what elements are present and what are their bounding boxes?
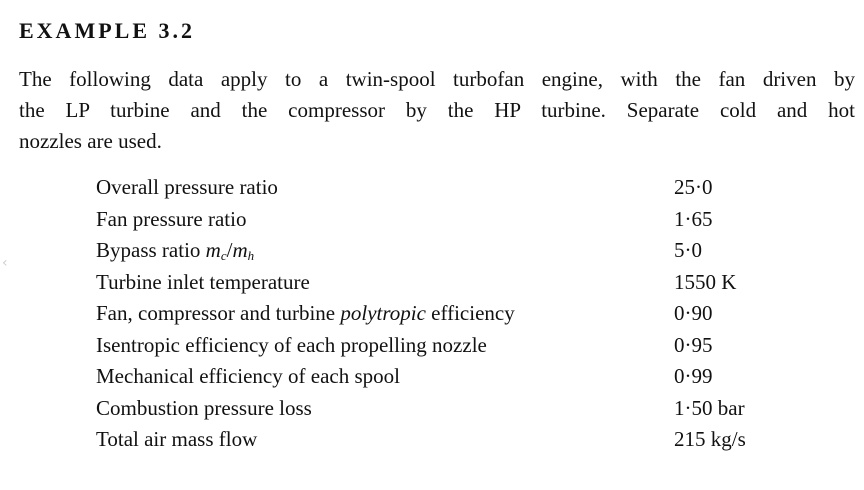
row-label: Fan pressure ratio: [96, 206, 247, 231]
intro-line: the LP turbine and the compressor by the HP turbine. Separate cold and hot: [19, 98, 855, 122]
intro-paragraph: [19, 64, 855, 157]
row-label: Isentropic efficiency of each propelling nozzle: [96, 332, 487, 357]
symbol-m: m: [205, 237, 221, 262]
table-row: [96, 204, 816, 236]
table-row: [96, 361, 816, 393]
table-row: [96, 393, 816, 425]
row-value: 0·95: [674, 332, 713, 357]
symbol-m: m: [232, 237, 248, 262]
row-value: 5·0: [674, 238, 702, 263]
row-label: Mechanical efficiency of each spool: [96, 364, 400, 389]
row-value: 0·90: [674, 301, 713, 326]
table-row: [96, 424, 816, 456]
row-value: 1550 K: [674, 269, 737, 294]
chevron-left-icon: ‹: [2, 255, 8, 271]
intro-line: The following data apply to a twin-spool turbofan engine, with the fan driven by: [19, 67, 855, 91]
example-heading: EXAMPLE 3.2: [19, 18, 195, 43]
row-label: Turbine inlet temperature: [96, 269, 310, 294]
table-row: [96, 298, 816, 330]
row-value: 0·99: [674, 364, 713, 389]
table-row: [96, 172, 816, 204]
engine-data-table: [96, 172, 816, 456]
slash: /: [226, 237, 233, 262]
row-label-polytropic: [96, 301, 674, 326]
row-label: Combustion pressure loss: [96, 395, 312, 420]
table-row: [96, 235, 816, 267]
row-label: Overall pressure ratio: [96, 175, 278, 200]
label-text: Bypass ratio: [96, 237, 206, 262]
row-value: 1·65: [674, 206, 713, 231]
row-value: 1·50 bar: [674, 395, 745, 420]
row-label: Total air mass flow: [96, 427, 258, 452]
subscript-c: c: [220, 247, 227, 263]
label-text: efficiency: [425, 301, 515, 326]
subscript-h: h: [247, 247, 255, 263]
table-row: [96, 267, 816, 299]
row-label-bypass: [96, 238, 674, 264]
intro-line: nozzles are used.: [19, 129, 162, 153]
row-value: 215 kg/s: [674, 427, 746, 452]
row-value: 25·0: [674, 175, 713, 200]
label-italic: polytropic: [340, 301, 426, 326]
table-row: [96, 330, 816, 362]
label-text: Fan, compressor and turbine: [96, 301, 341, 326]
